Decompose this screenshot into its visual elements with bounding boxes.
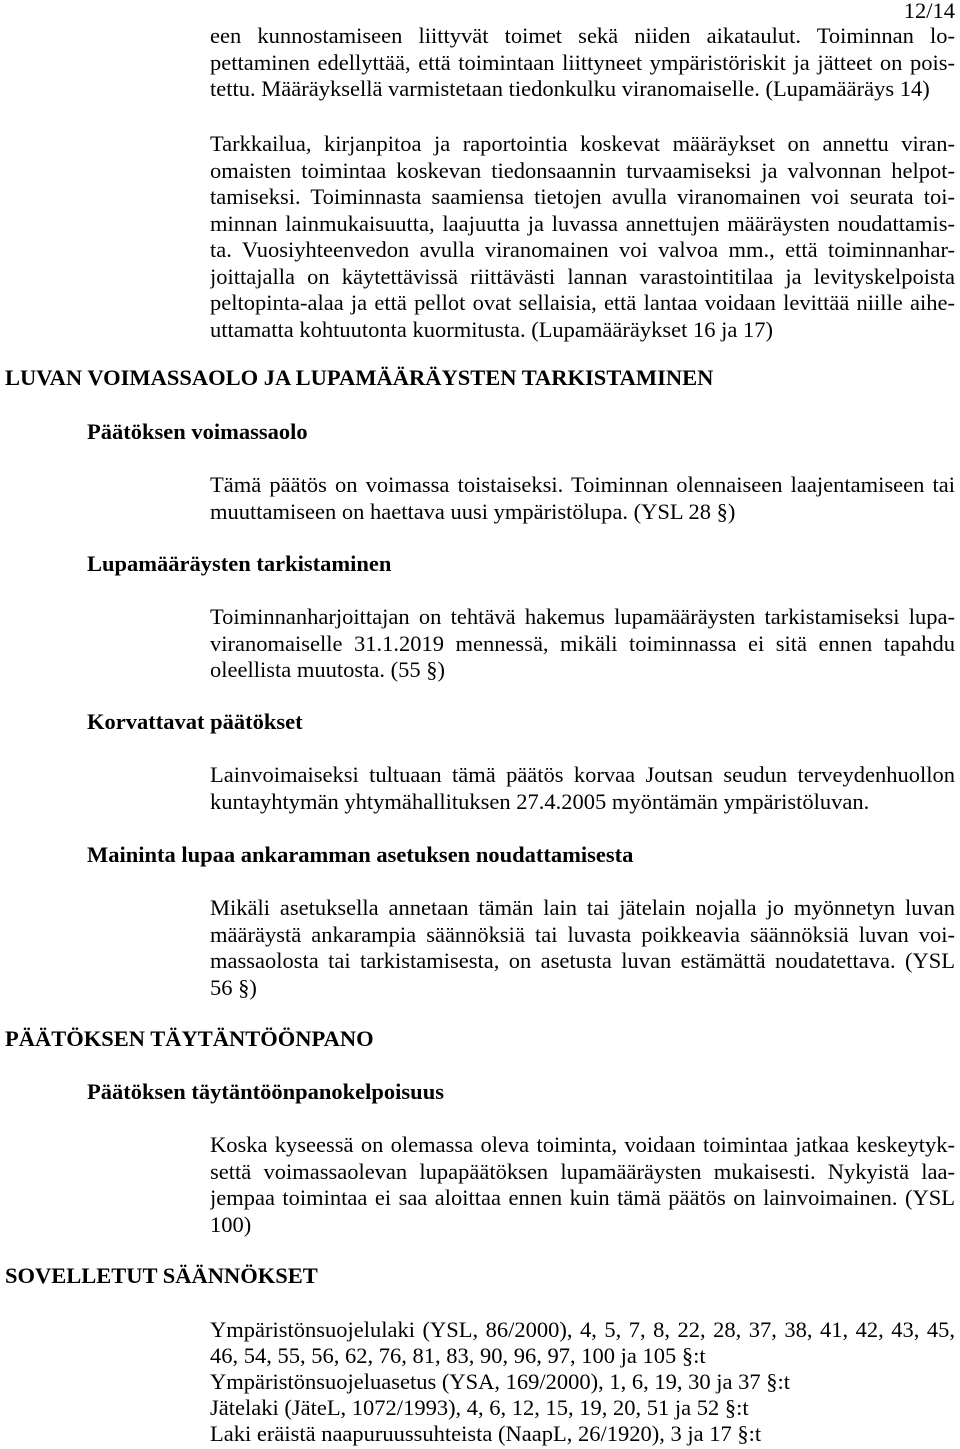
monitoring-paragraph bbox=[210, 131, 955, 343]
section-heading-validity: LUVAN VOIMASSAOLO JA LUPAMÄÄRÄYSTEN TARKISTAMINEN bbox=[5, 365, 714, 390]
paragraph-line: viranomaiselle 31.1.2019 mennessä, mikäli toiminnassa ei sitä ennen tapahdu bbox=[210, 630, 955, 656]
paragraph-line: 100) bbox=[210, 1211, 252, 1237]
paragraph-line: uttamatta kohtuutonta kuormitusta. (Lupamääräykset 16 ja 17) bbox=[210, 316, 773, 342]
provision-line: Laki eräistä naapuruussuhteista (NaapL, 26/1920), 3 ja 17 §:t bbox=[210, 1421, 762, 1446]
enforceability-paragraph bbox=[210, 1132, 955, 1238]
paragraph-line: tamiseksi. Toiminnasta saamiensa tietojen avulla viranomainen voi seurata toi- bbox=[210, 184, 955, 209]
paragraph-line: Tämä päätös on voimassa toistaiseksi. Toiminnan olennaiseen laajentamiseen tai bbox=[210, 472, 955, 497]
replaced-decisions-paragraph bbox=[210, 762, 955, 815]
paragraph-line: settä voimassaolevan lupapäätöksen lupamääräysten mukaisesti. Nykyistä laa- bbox=[210, 1158, 955, 1184]
paragraph-line: Lainvoimaiseksi tultuaan tämä päätös korvaa Joutsan seudun terveydenhuollon bbox=[210, 762, 955, 787]
decision-validity-paragraph bbox=[210, 472, 955, 525]
paragraph-line: pettaminen edellyttää, että toimintaan liittyneet ympäristöriskit ja jätteet on pois- bbox=[210, 49, 955, 75]
provision-line: 46, 54, 55, 56, 62, 76, 81, 83, 90, 96, 97, 100 ja 105 §:t bbox=[210, 1343, 706, 1368]
review-paragraph bbox=[210, 604, 955, 684]
paragraph-line: 56 §) bbox=[210, 974, 257, 1000]
applied-provisions-list bbox=[210, 1317, 955, 1447]
continuation-paragraph bbox=[210, 23, 955, 103]
paragraph-line: peltopinta-alaa ja että pellot ovat sellaisia, että lantaa voidaan levittää niille aihe- bbox=[210, 290, 955, 315]
paragraph-line: minnan lainmukaisuutta, laajuutta ja luvassa annettujen määräysten noudattamis- bbox=[210, 210, 955, 236]
section-heading-applied-provisions: SOVELLETUT SÄÄNNÖKSET bbox=[5, 1263, 318, 1288]
paragraph-line: kuntayhtymän yhtymähallituksen 27.4.2005 myöntämän ympäristöluvan. bbox=[210, 788, 870, 814]
paragraph-line: tettu. Määräyksellä varmistetaan tiedonkulku viranomaiselle. (Lupamääräys 14) bbox=[210, 76, 930, 101]
paragraph-line: oleellista muutosta. (55 §) bbox=[210, 657, 445, 682]
provision-line: Jätelaki (JäteL, 1072/1993), 4, 6, 12, 15, 19, 20, 51 ja 52 §:t bbox=[210, 1395, 749, 1420]
section-heading-enforcement: PÄÄTÖKSEN TÄYTÄNTÖÖNPANO bbox=[5, 1026, 374, 1051]
paragraph-line: joittajalla on käytettävissä riittävästi lannan varastointitilaa ja levityskelpoista bbox=[210, 263, 955, 289]
paragraph-line: muuttamiseen on haettava uusi ympäristölupa. (YSL 28 §) bbox=[210, 498, 736, 524]
subsection-title-enforceability: Päätöksen täytäntöönpanokelpoisuus bbox=[87, 1079, 444, 1104]
paragraph-line: ta. Vuosiyhteenvedon avulla viranomainen voi valvoa mm., että toiminnanhar- bbox=[210, 237, 955, 262]
paragraph-line: Toiminnanharjoittajan on tehtävä hakemus lupamääräysten tarkistamiseksi lupa- bbox=[210, 604, 955, 629]
provision-line: Ympäristönsuojeluasetus (YSA, 169/2000), 1, 6, 19, 30 ja 37 §:t bbox=[210, 1369, 790, 1394]
paragraph-line: määräystä ankarampia säännöksiä tai luvasta poikkeavia säännöksiä luvan voi- bbox=[210, 921, 955, 947]
paragraph-line: omaisten toimintaa koskevan tiedonsaannin turvaamiseksi ja valvonnan helpot- bbox=[210, 157, 955, 183]
paragraph-line: Mikäli asetuksella annetaan tämän lain tai jätelain nojalla jo myönnetyn luvan bbox=[210, 895, 955, 920]
paragraph-line: een kunnostamiseen liittyvät toimet sekä niiden aikataulut. Toiminnan lo- bbox=[210, 23, 955, 48]
page-number: 12/14 bbox=[903, 0, 955, 23]
paragraph-line: jempaa toimintaa ei saa aloittaa ennen kuin tämä päätös on lainvoimainen. (YSL bbox=[210, 1185, 955, 1210]
paragraph-line: Tarkkailua, kirjanpitoa ja raportointia koskevat määräykset on annettu viran- bbox=[210, 131, 955, 156]
paragraph-line: Koska kyseessä on olemassa oleva toiminta, voidaan toimintaa jatkaa keskeytyk- bbox=[210, 1132, 955, 1157]
stricter-decree-paragraph bbox=[210, 895, 955, 1001]
provision-line: Ympäristönsuojelulaki (YSL, 86/2000), 4, 5, 7, 8, 22, 28, 37, 38, 41, 42, 43, 45, bbox=[210, 1317, 955, 1342]
subsection-title-review: Lupamääräysten tarkistaminen bbox=[87, 551, 392, 576]
subsection-title-decision-validity: Päätöksen voimassaolo bbox=[87, 419, 308, 444]
subsection-title-replaced-decisions: Korvattavat päätökset bbox=[87, 709, 303, 734]
subsection-title-stricter-decree: Maininta lupaa ankaramman asetuksen noudattamisesta bbox=[87, 842, 634, 867]
paragraph-line: massaolosta tai tarkistamisesta, on asetusta luvan estämättä noudatettava. (YSL bbox=[210, 948, 955, 973]
